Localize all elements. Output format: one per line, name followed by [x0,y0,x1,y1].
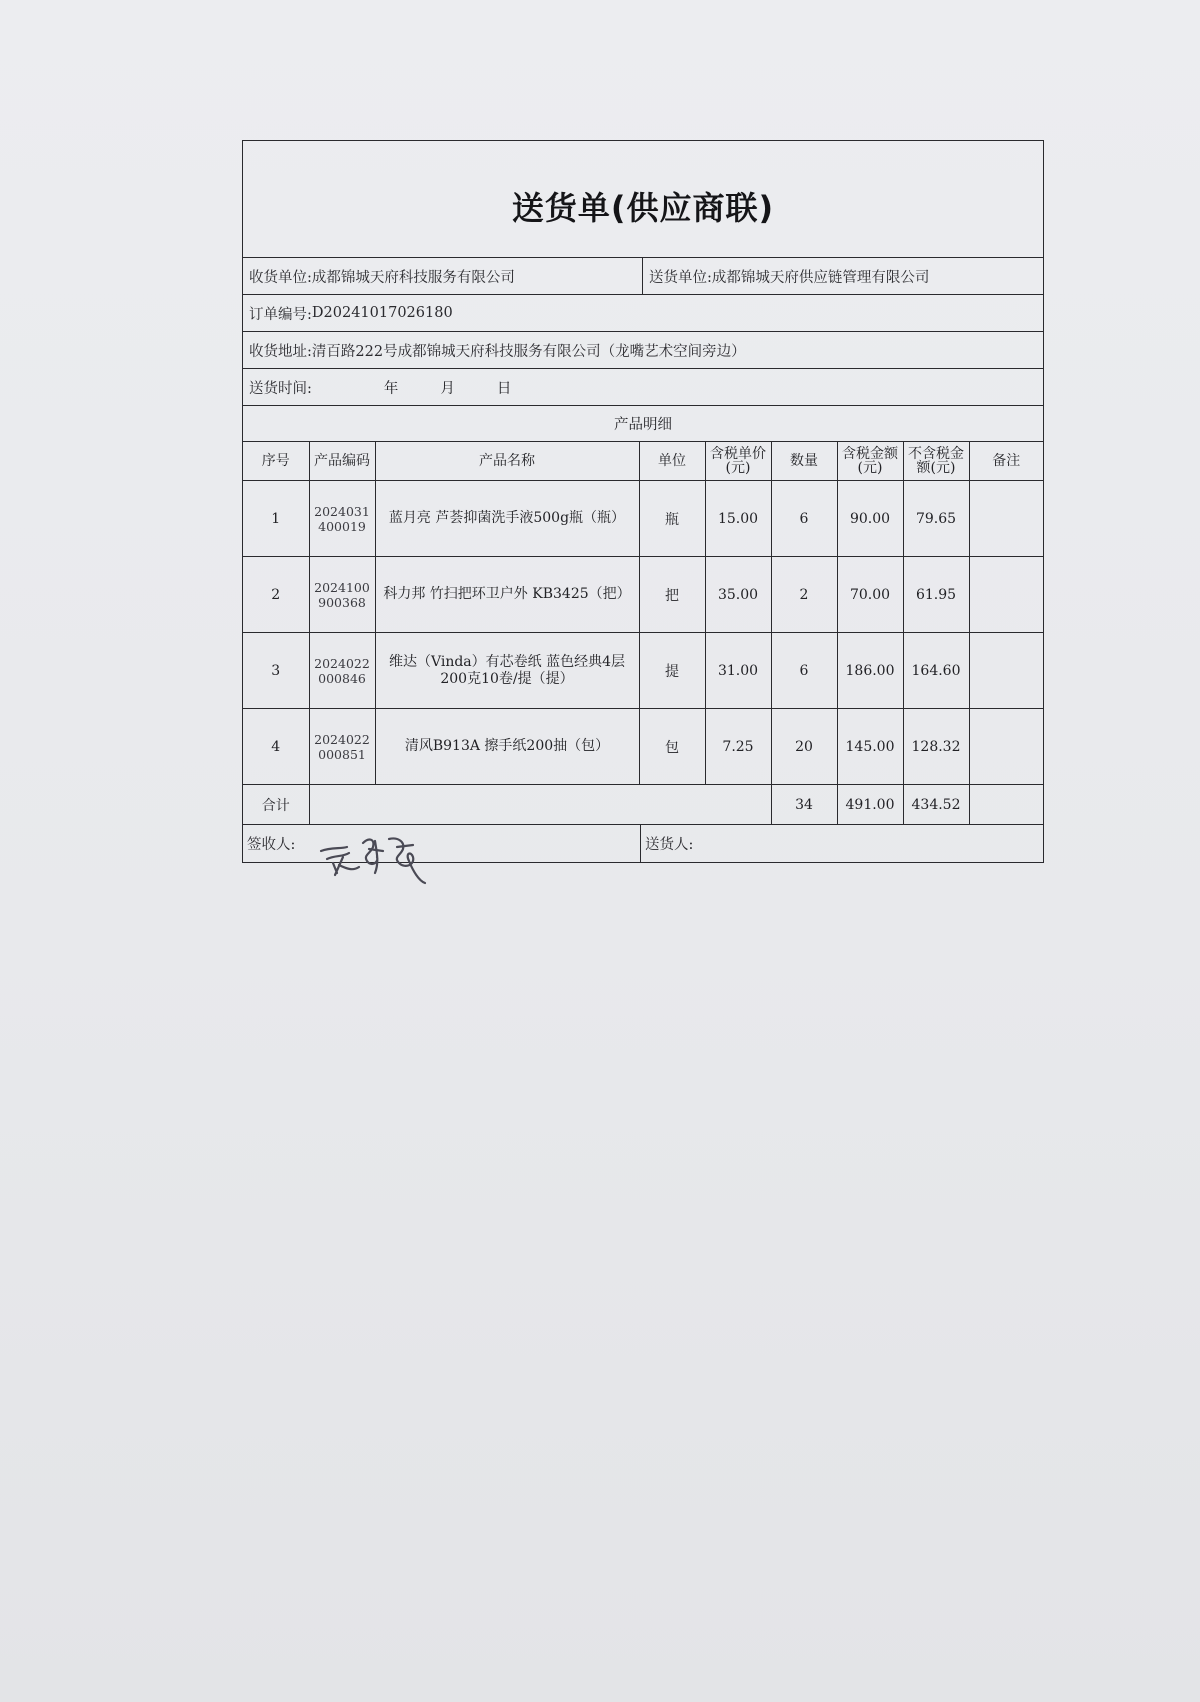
cell-seq: 3 [243,633,309,709]
deliverer-label: 送货人: [645,837,694,853]
cell-seq: 2 [243,557,309,633]
header-name: 产品名称 [375,442,639,481]
section-title: 产品明细 [614,417,672,433]
cell-qty: 6 [771,633,837,709]
header-amount: 含税金额(元) [837,442,903,481]
cell-unit: 把 [639,557,705,633]
cell-note [969,709,1043,785]
signer-label: 签收人: [247,837,296,853]
cell-seq: 1 [243,481,309,557]
date-day: 日 [496,380,512,397]
date-month: 月 [440,380,455,397]
header-unit: 单位 [639,442,705,481]
deliverer-cell [641,825,1043,862]
cell-note [969,481,1043,557]
cell-code: 2024031400019 [309,481,375,557]
header-seq: 序号 [243,442,309,481]
table-row [243,557,1043,633]
cell-price: 7.25 [705,709,771,785]
header-price: 含税单价(元) [705,442,771,481]
total-note [969,785,1043,825]
header-qty: 数量 [771,442,837,481]
document-title: 送货单(供应商联) [511,189,775,227]
cell-amount: 145.00 [837,709,903,785]
cell-code: 2024022000851 [309,709,375,785]
signature-row [243,825,1043,862]
table-row [243,633,1043,709]
address-value: 清百路222号成都锦城天府科技服务有限公司（龙嘴艺术空间旁边） [311,343,746,360]
cell-amount: 90.00 [837,481,903,557]
sender-unit-label: 送货单位: [649,269,712,286]
cell-name: 清风B913A 擦手纸200抽（包） [375,709,639,785]
address-cell [243,332,746,368]
cell-net-amount: 79.65 [903,481,969,557]
receiver-unit-value: 成都锦城天府科技服务有限公司 [311,269,515,286]
sender-unit-cell [643,258,1043,294]
handwritten-signature [313,829,443,885]
cell-net-amount: 128.32 [903,709,969,785]
cell-qty: 2 [771,557,837,633]
total-empty [309,785,771,825]
receiver-unit-label: 收货单位: [249,269,312,286]
order-no-cell [243,295,453,331]
cell-code: 2024022000846 [309,633,375,709]
header-net-amount: 不含税金额(元) [903,442,969,481]
cell-net-amount: 164.60 [903,633,969,709]
cell-note [969,557,1043,633]
total-amount: 491.00 [837,785,903,825]
cell-amount: 70.00 [837,557,903,633]
total-qty: 34 [771,785,837,825]
receiver-unit-cell [243,258,643,294]
address-label: 收货地址: [249,343,312,360]
title-row [243,141,1043,258]
cell-amount: 186.00 [837,633,903,709]
cell-price: 35.00 [705,557,771,633]
total-net-amount: 434.52 [903,785,969,825]
cell-qty: 6 [771,481,837,557]
cell-name: 维达（Vinda）有芯卷纸 蓝色经典4层200克10卷/提（提） [375,633,639,709]
cell-note [969,633,1043,709]
table-header-row [243,442,1043,481]
delivery-time-label: 送货时间: [249,380,312,397]
sender-unit-value: 成都锦城天府供应链管理有限公司 [711,269,930,286]
delivery-time-row [243,369,1043,406]
cell-unit: 瓶 [639,481,705,557]
table-row [243,481,1043,557]
header-code: 产品编码 [309,442,375,481]
cell-price: 31.00 [705,633,771,709]
section-title-row [243,406,1043,442]
order-row [243,295,1043,332]
cell-seq: 4 [243,709,309,785]
total-row [243,785,1043,825]
unit-row [243,258,1043,295]
cell-qty: 20 [771,709,837,785]
table-row [243,709,1043,785]
items-table [243,442,1043,825]
header-note: 备注 [969,442,1043,481]
address-row [243,332,1043,369]
signer-cell [243,825,641,862]
order-no-label: 订单编号: [249,306,312,323]
cell-name: 科力邦 竹扫把环卫户外 KB3425（把） [375,557,639,633]
cell-unit: 提 [639,633,705,709]
date-year: 年 [383,380,399,397]
order-no-value: D20241017026180 [311,305,453,321]
cell-name: 蓝月亮 芦荟抑菌洗手液500g瓶（瓶） [375,481,639,557]
cell-price: 15.00 [705,481,771,557]
cell-unit: 包 [639,709,705,785]
delivery-time-cell [243,369,511,405]
delivery-note-form [242,140,1044,863]
cell-code: 2024100900368 [309,557,375,633]
total-label: 合计 [243,785,309,825]
cell-net-amount: 61.95 [903,557,969,633]
